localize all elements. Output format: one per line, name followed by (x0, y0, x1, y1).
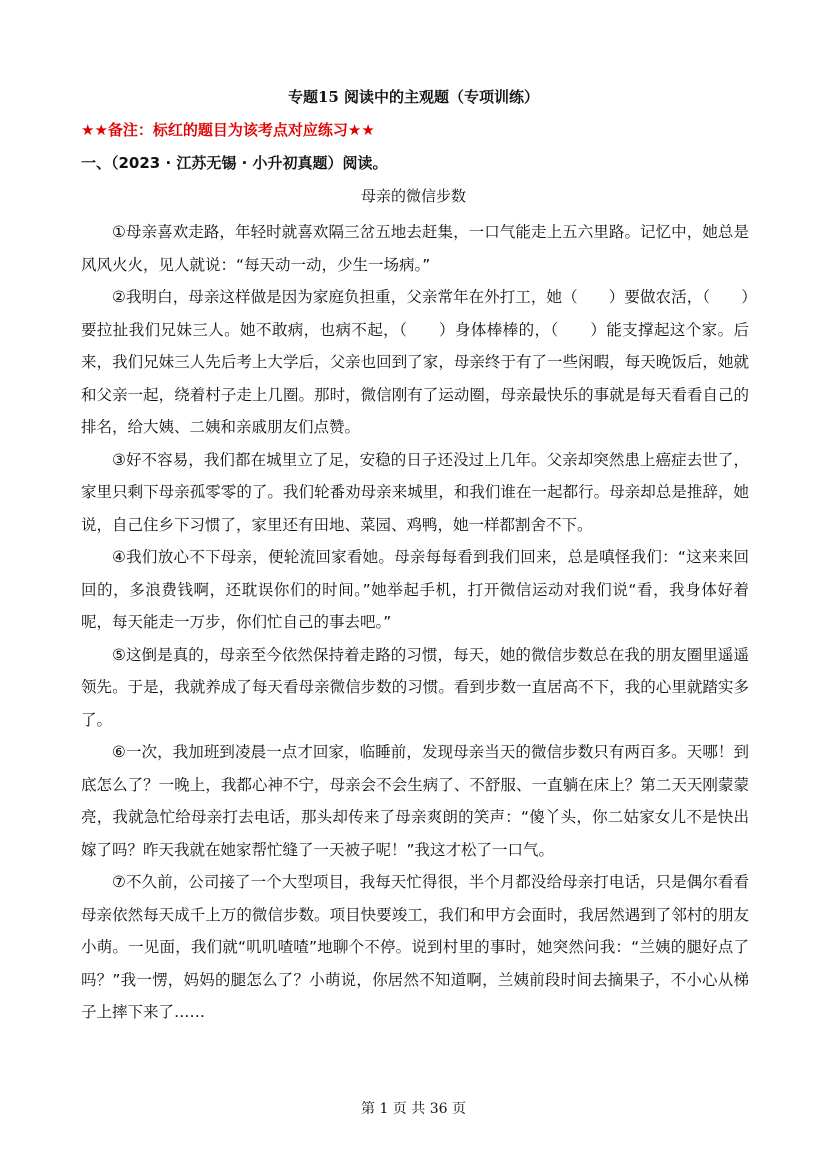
paragraph-2: ②我明白，母亲这样做是因为家庭负担重，父亲常年在外打工，她（ ）要做农活，（ ）要拉扯我们兄妹三人。她不敢病，也病不起，（ ）身体棒棒的，（ ）能支撑起这个家。后来，我们兄妹三人先后考上大学后，父亲也回到了家，母亲终于有了一些闲暇，每天晚饭后，她就和父亲一起，绕着村子走上几圈。那时，微信刚有了运动圈，母亲最快乐的事就是每天看看自己的排名，给大姨、二姨和亲戚朋友们点赞。 (81, 288, 749, 436)
paragraph-3: ③好不容易，我们都在城里立了足，安稳的日子还没过上几年。父亲却突然患上癌症去世了，家里只剩下母亲孤零零的了。我们轮番劝母亲来城里，和我们谁在一起都行。母亲却总是推辞，她说，自己住乡下习惯了，家里还有田地、菜园、鸡鸭，她一样都割舍不下。 (81, 450, 749, 534)
paragraph-5: ⑤这倒是真的，母亲至今依然保持着走路的习惯，每天，她的微信步数总在我的朋友圈里遥遥领先。于是，我就养成了每天看母亲微信步数的习惯。看到步数一直居高不下，我的心里就踏实多了。 (81, 645, 749, 729)
paragraph-1: ①母亲喜欢走路，年轻时就喜欢隔三岔五地去赶集，一口气能走上五六里路。记忆中，她总是风风火火，见人就说：“每天动一动，少生一场病。” (81, 223, 749, 274)
document-title: 专题15 阅读中的主观题（专项训练） (287, 88, 540, 106)
paragraph-4: ④我们放心不下母亲，便轮流回家看她。母亲每每看到我们回来，总是嗔怪我们：“这来来回回的，多浪费钱啊，还耽误你们的时间。”她举起手机，打开微信运动对我们说“看，我身体好着呢，每天能走一万步，你们忙自己的事去吧。” (81, 548, 749, 631)
page-footer: 第 1 页 共 36 页 (361, 1101, 466, 1117)
article-body (81, 216, 749, 1029)
article-title: 母亲的微信步数 (360, 187, 466, 205)
red-note: ★★备注：标红的题目为该考点对应练习★★ (81, 121, 375, 139)
paragraph-6: ⑥一次，我加班到凌晨一点才回家，临睡前，发现母亲当天的微信步数只有两百多。天哪！到底怎么了？一晚上，我都心神不宁，母亲会不会生病了、不舒服、一直躺在床上？第二天天刚蒙蒙亮，我就急忙给母亲打去电话，那头却传来了母亲爽朗的笑声：“傻丫头，你二姑家女儿不是快出嫁了吗？昨天我就在她家帮忙缝了一天被子呢！”我这才松了一口气。 (81, 743, 749, 859)
section-heading: 一、（2023 · 江苏无锡 · 小升初真题）阅读。 (81, 154, 388, 172)
paragraph-7: ⑦不久前，公司接了一个大型项目，我每天忙得很，半个月都没给母亲打电话，只是偶尔看看母亲依然每天成千上万的微信步数。项目快要竣工，我们和甲方会面时，我居然遇到了邻村的朋友小萌。一见面，我们就“叽叽喳喳”地聊个不停。说到村里的事时，她突然问我：“兰姨的腿好点了吗？”我一愣，妈妈的腿怎么了？小萌说，你居然不知道啊，兰姨前段时间去摘果子，不小心从梯子上摔下来了…… (81, 873, 749, 1021)
